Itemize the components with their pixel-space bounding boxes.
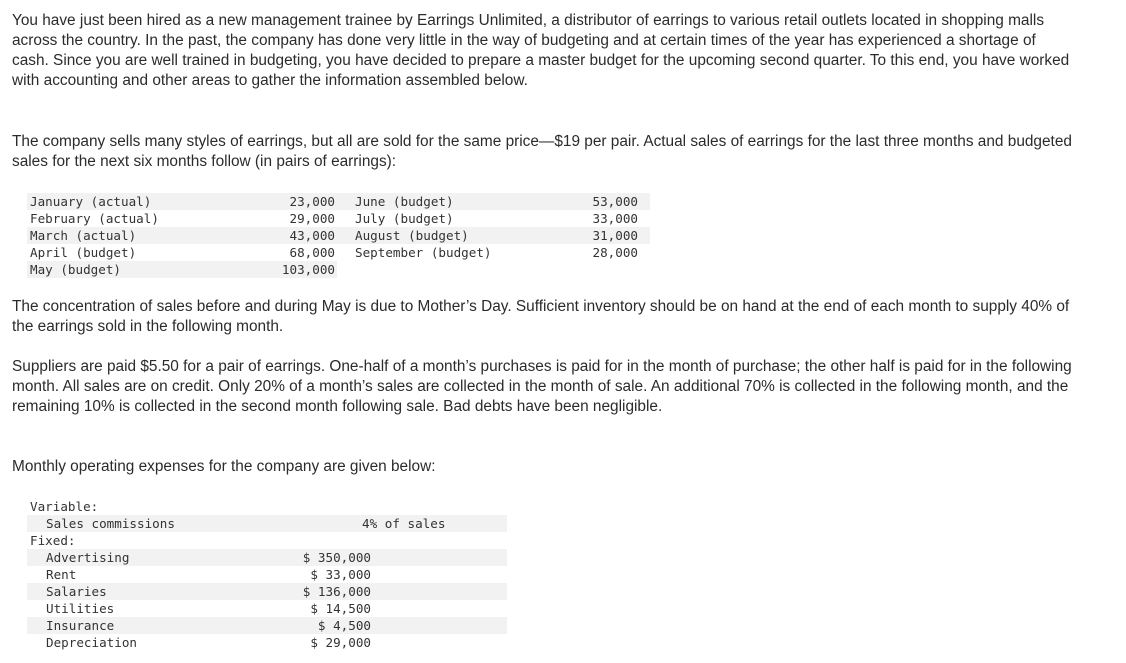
expense-value: $ 4,500 (317, 618, 371, 633)
expense-row (27, 583, 507, 600)
sales-row (27, 227, 650, 244)
sales-month: June (budget) (355, 194, 454, 209)
variable-label: Variable: (30, 499, 99, 514)
inventory-paragraph: The concentration of sales before and during May is due to Mother’s Day. Sufficient inventory should be on hand at the end of each month to supply 40% of the earrings sold in the following month. (12, 298, 1070, 335)
expenses-intro-paragraph: Monthly operating expenses for the company are given below: (12, 458, 436, 475)
expense-value: $ 14,500 (310, 601, 371, 616)
sales-month: March (actual) (30, 228, 137, 243)
expense-label: Rent (46, 567, 77, 582)
sales-value: 29,000 (289, 211, 335, 226)
expense-label: Advertising (46, 550, 130, 565)
expense-value: $ 29,000 (310, 635, 371, 650)
expense-value: 4% of sales (362, 516, 446, 531)
sales-value: 33,000 (592, 211, 638, 226)
sales-row (27, 193, 650, 210)
expense-row (27, 600, 507, 617)
expense-row (27, 515, 507, 532)
sales-value: 43,000 (289, 228, 335, 243)
sales-row (27, 210, 650, 227)
sales-row (27, 261, 337, 278)
sales-value: 103,000 (281, 262, 335, 277)
sales-month: May (budget) (30, 262, 121, 277)
sales-value: 23,000 (289, 194, 335, 209)
sales-month: February (actual) (30, 211, 159, 226)
expense-label: Salaries (46, 584, 107, 599)
expense-value: $ 33,000 (310, 567, 371, 582)
sales-month: April (budget) (30, 245, 137, 260)
sales-month: July (budget) (355, 211, 454, 226)
expense-row (27, 617, 507, 634)
payments-paragraph: Suppliers are paid $5.50 for a pair of earrings. One-half of a month’s purchases is paid for in the month of purchase; the other half is paid for in the following month. All sales are on credit. Only 20% of a month’s sales are collected in the month of sale. An additional 70% is collected in the following month, and the remaining 10% is collected in the second month following sale. Bad debts have been negligible. (12, 358, 1072, 415)
expense-label: Insurance (46, 618, 115, 633)
price-paragraph: The company sells many styles of earrings, but all are sold for the same price—$19 per pair. Actual sales of earrings for the last three months and budgeted sales for the next six months follow (in pairs of earrings): (12, 133, 1072, 170)
sales-value: 28,000 (592, 245, 638, 260)
expense-section-header (27, 532, 507, 549)
expense-value: $ 350,000 (302, 550, 371, 565)
sales-table (27, 193, 650, 278)
sales-value: 53,000 (592, 194, 638, 209)
sales-month: September (budget) (355, 245, 492, 260)
expense-label: Utilities (46, 601, 115, 616)
intro-paragraph: You have just been hired as a new management trainee by Earrings Unlimited, a distributor of earrings to various retail outlets located in shopping malls across the country. In the past, the company has done very little in the way of budgeting and at certain times of the year has experienced a shortage of cash. Since you are well trained in budgeting, you have decided to prepare a master budget for the upcoming second quarter. To this end, you have worked with accounting and other areas to gather the information assembled below. (12, 12, 1070, 89)
sales-month: August (budget) (355, 228, 469, 243)
sales-value: 31,000 (592, 228, 638, 243)
sales-row (27, 244, 650, 261)
sales-month: January (actual) (30, 194, 152, 209)
expense-row (27, 549, 507, 566)
expenses-table (27, 498, 507, 651)
expense-section-header (27, 498, 507, 515)
sales-value: 68,000 (289, 245, 335, 260)
expense-row (27, 634, 507, 651)
expense-value: $ 136,000 (302, 584, 371, 599)
fixed-label: Fixed: (30, 533, 76, 548)
expense-label: Depreciation (46, 635, 137, 650)
expense-label: Sales commissions (46, 516, 175, 531)
expense-row (27, 566, 507, 583)
